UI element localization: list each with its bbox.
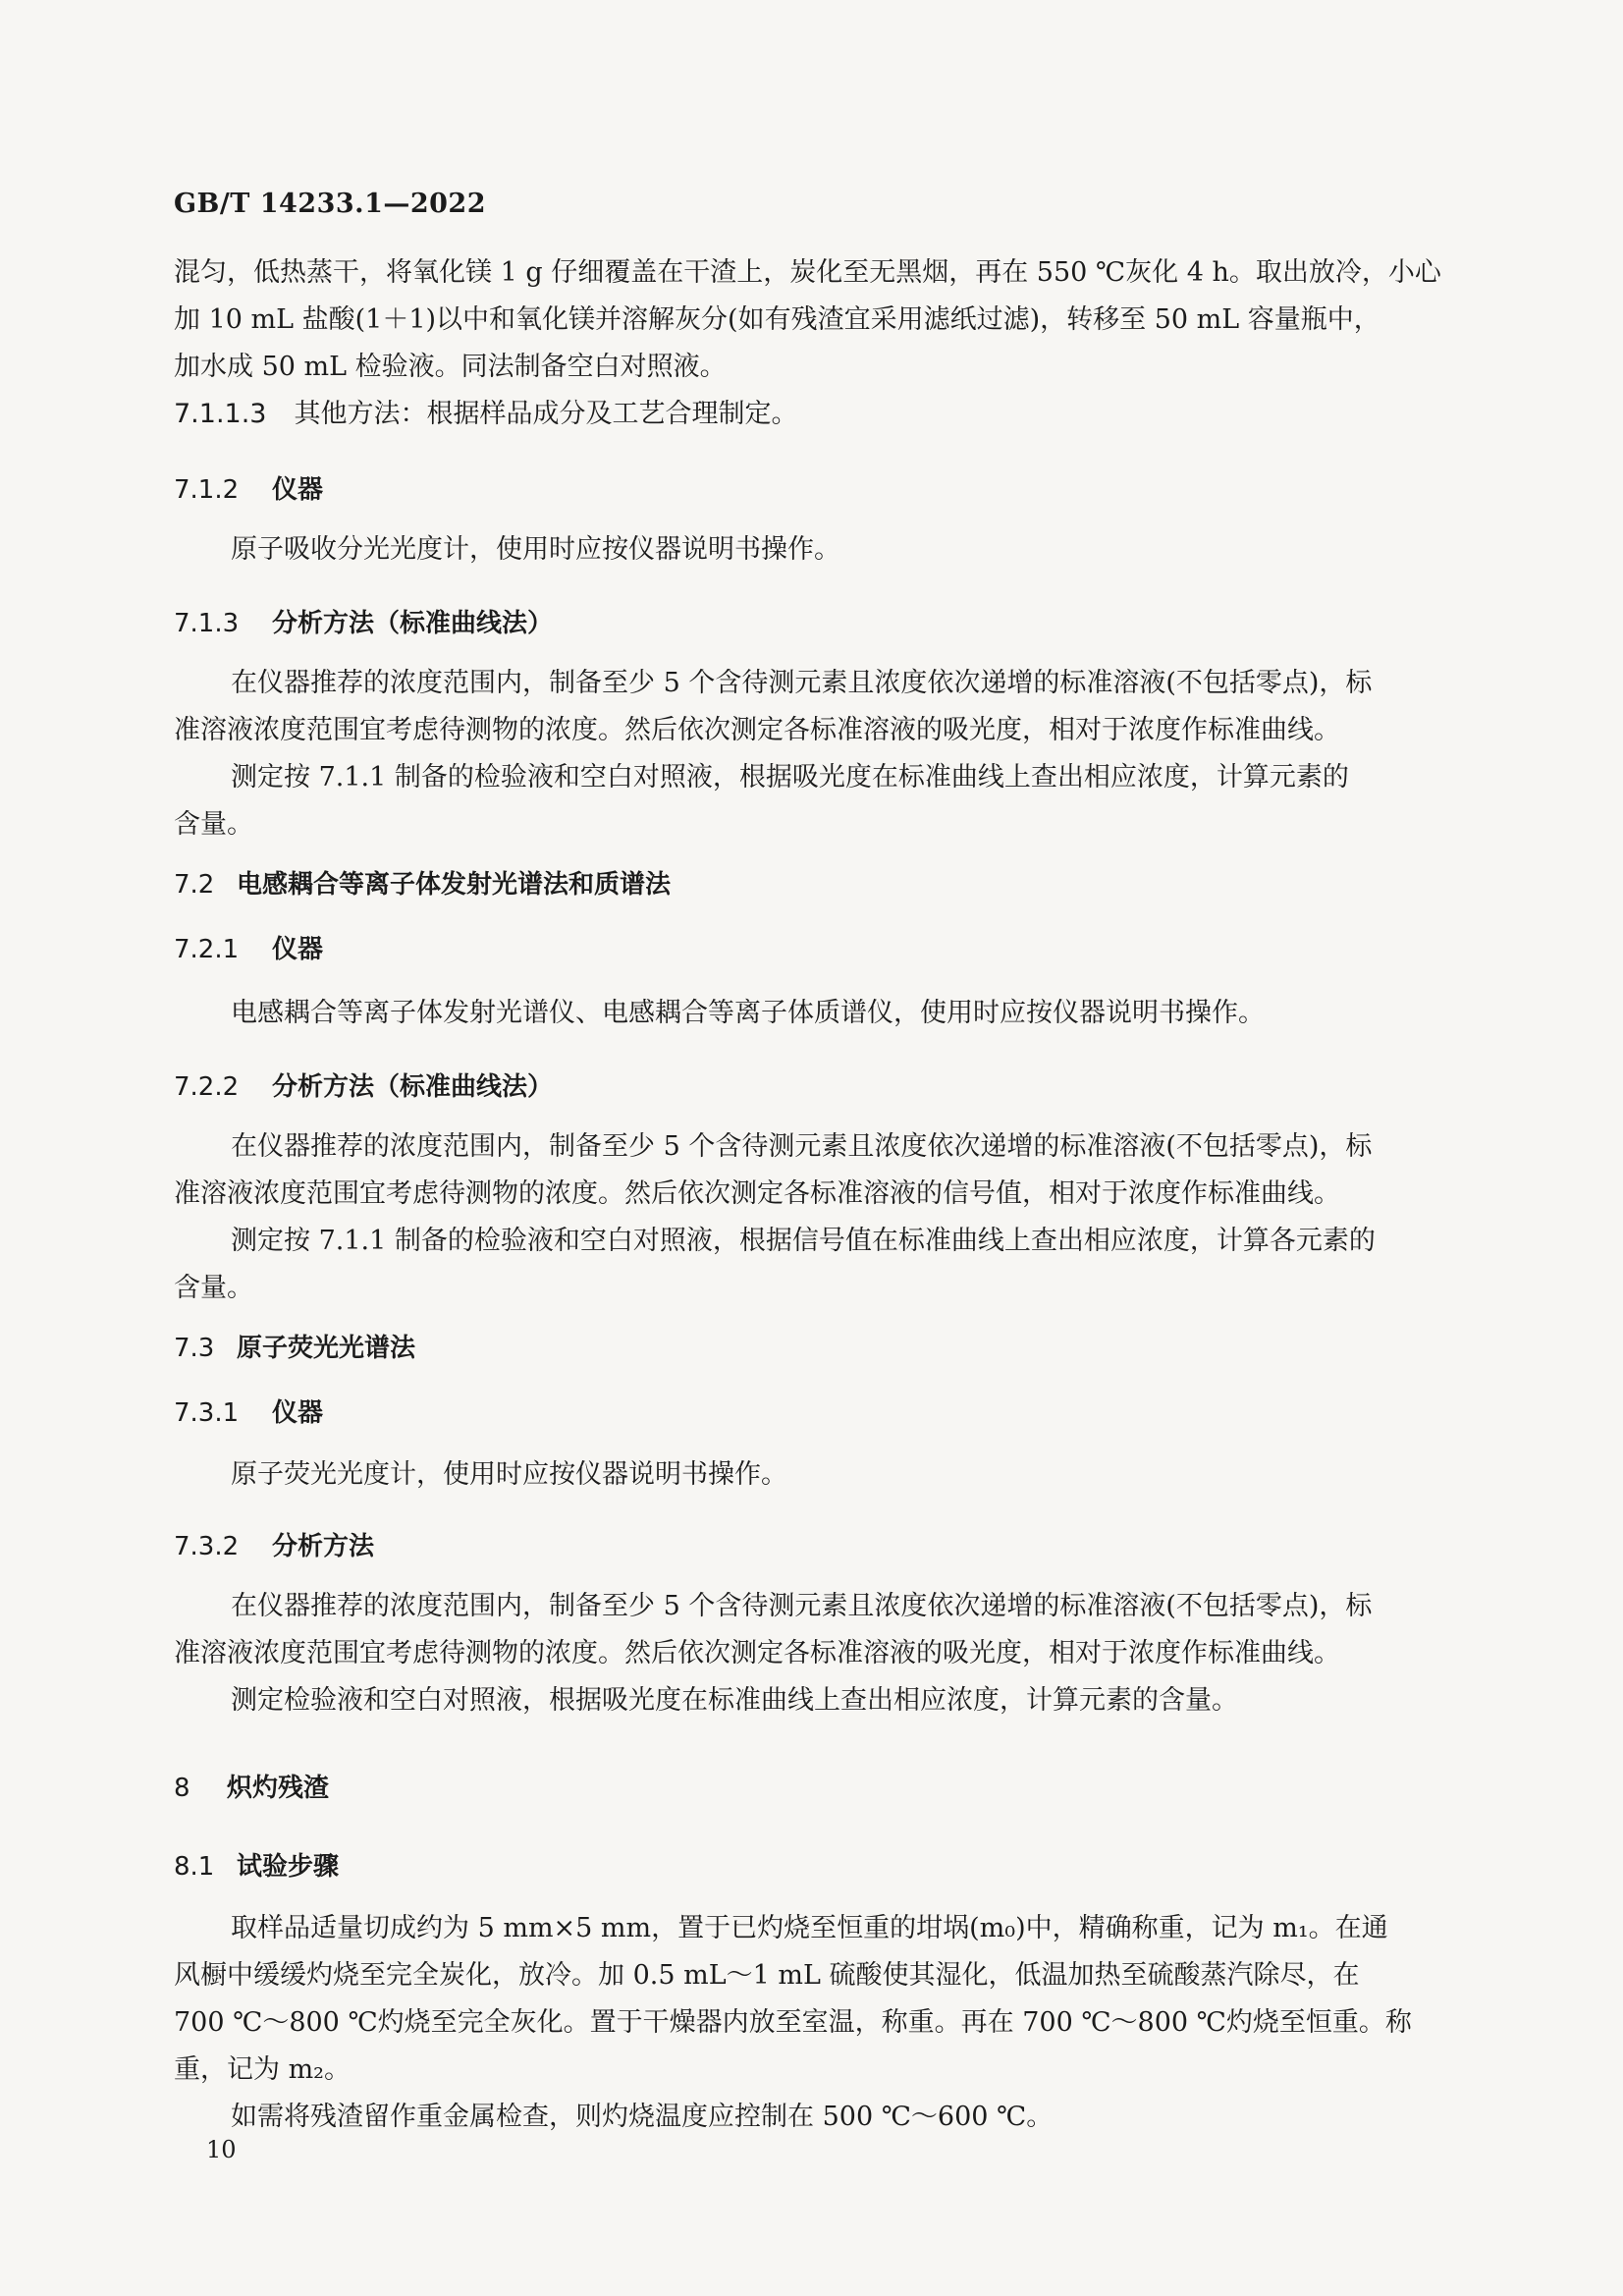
page-number: 10 (206, 2136, 237, 2163)
heading-8 (174, 1768, 329, 1804)
body-text: 在仪器推荐的浓度范围内，制备至少 5 个含待测元素且浓度依次递增的标准溶液(不包括零点)，标 (231, 1131, 1373, 1162)
body-text: 准溶液浓度范围宜考虑待测物的浓度。然后依次测定各标准溶液的吸光度，相对于浓度作标准曲线。 (174, 1638, 1340, 1668)
body-text: 电感耦合等离子体发射光谱仪、电感耦合等离子体质谱仪，使用时应按仪器说明书操作。 (231, 998, 1265, 1028)
body-text: 如需将残渣留作重金属检查，则灼烧温度应控制在 500 ℃～600 ℃。 (231, 2102, 1054, 2132)
body-text: 原子荧光光度计，使用时应按仪器说明书操作。 (231, 1459, 787, 1490)
heading-title: 仪器 (272, 475, 324, 505)
heading-title: 仪器 (272, 935, 324, 964)
clause-text: 其他方法：根据样品成分及工艺合理制定。 (294, 399, 798, 429)
heading-title: 分析方法 (272, 1532, 375, 1561)
section-7-1-2-body (174, 526, 1448, 574)
intro-line: 混匀，低热蒸干，将氧化镁 1 g 仔细覆盖在干渣上，炭化至无黑烟，再在 550 ℃灰化 4 h。取出放冷，小心 (174, 257, 1441, 288)
body-text: 测定按 7.1.1 制备的检验液和空白对照液，根据信号值在标准曲线上查出相应浓度，计算各元素的 (231, 1226, 1376, 1256)
heading-title: 分析方法（标准曲线法） (272, 609, 554, 638)
body-text: 重，记为 m₂。 (174, 2054, 352, 2085)
intro-line: 加水成 50 mL 检验液。同法制备空白对照液。 (174, 352, 727, 382)
heading-title: 试验步骤 (237, 1852, 340, 1882)
clause-number: 7.2 (174, 870, 215, 900)
clause-number: 7.3.2 (174, 1532, 240, 1561)
section-8-1-body (174, 1905, 1448, 2141)
body-text: 原子吸收分光光度计，使用时应按仪器说明书操作。 (231, 534, 840, 565)
heading-title: 仪器 (272, 1398, 324, 1428)
clause-7-1-1-3 (174, 391, 1448, 438)
clause-number: 7.2.2 (174, 1072, 240, 1102)
heading-title: 电感耦合等离子体发射光谱法和质谱法 (237, 870, 672, 900)
intro-paragraph (174, 249, 1448, 391)
heading-title: 分析方法（标准曲线法） (272, 1072, 554, 1102)
clause-number: 7.1.1.3 (174, 399, 267, 429)
heading-8-1 (174, 1846, 339, 1883)
heading-7-2-1 (174, 929, 323, 965)
body-text: 测定按 7.1.1 制备的检验液和空白对照液，根据吸光度在标准曲线上查出相应浓度，计算元素的 (231, 762, 1349, 793)
heading-7-1-3 (174, 603, 553, 639)
heading-title: 炽灼残渣 (227, 1774, 330, 1803)
section-7-3-1-body (174, 1451, 1448, 1499)
body-text: 含量。 (174, 1273, 253, 1303)
heading-7-3 (174, 1328, 415, 1364)
heading-7-2-2 (174, 1066, 553, 1103)
body-text: 准溶液浓度范围宜考虑待测物的浓度。然后依次测定各标准溶液的信号值，相对于浓度作标准曲线。 (174, 1178, 1340, 1209)
section-7-2-1-body (174, 990, 1448, 1037)
intro-line: 加 10 mL 盐酸(1＋1)以中和氧化镁并溶解灰分(如有残渣宜采用滤纸过滤)，转移至 50 mL 容量瓶中， (174, 304, 1380, 335)
body-text: 在仪器推荐的浓度范围内，制备至少 5 个含待测元素且浓度依次递增的标准溶液(不包括零点)，标 (231, 668, 1373, 698)
clause-number: 7.3 (174, 1334, 215, 1363)
heading-7-1-2 (174, 469, 323, 506)
clause-number: 7.1.3 (174, 609, 240, 638)
body-text: 700 ℃～800 ℃灼烧至完全灰化。置于干燥器内放至室温，称重。再在 700 ℃～800 ℃灼烧至恒重。称 (174, 2007, 1412, 2038)
section-7-3-2-body (174, 1583, 1448, 1724)
body-text: 取样品适量切成约为 5 mm×5 mm，置于已灼烧至恒重的坩埚(m₀)中，精确称重，记为 m₁。在通 (231, 1913, 1388, 1943)
heading-title: 原子荧光光谱法 (237, 1334, 416, 1363)
section-7-2-2-body (174, 1123, 1448, 1312)
body-text: 测定检验液和空白对照液，根据吸光度在标准曲线上查出相应浓度，计算元素的含量。 (231, 1685, 1238, 1716)
clause-number: 8 (174, 1774, 190, 1803)
clause-number: 7.1.2 (174, 475, 240, 505)
standard-code: GB/T 14233.1—2022 (174, 189, 486, 219)
heading-7-3-1 (174, 1393, 323, 1429)
clause-number: 7.2.1 (174, 935, 240, 964)
heading-7-2 (174, 864, 671, 901)
body-text: 准溶液浓度范围宜考虑待测物的浓度。然后依次测定各标准溶液的吸光度，相对于浓度作标准曲线。 (174, 715, 1340, 745)
clause-number: 8.1 (174, 1852, 215, 1882)
body-text: 在仪器推荐的浓度范围内，制备至少 5 个含待测元素且浓度依次递增的标准溶液(不包括零点)，标 (231, 1591, 1373, 1621)
heading-7-3-2 (174, 1526, 374, 1562)
clause-number: 7.3.1 (174, 1398, 240, 1428)
body-text: 风橱中缓缓灼烧至完全炭化，放冷。加 0.5 mL～1 mL 硫酸使其湿化，低温加热至硫酸蒸汽除尽，在 (174, 1960, 1360, 1991)
section-7-1-3-body (174, 660, 1448, 848)
body-text: 含量。 (174, 809, 253, 840)
